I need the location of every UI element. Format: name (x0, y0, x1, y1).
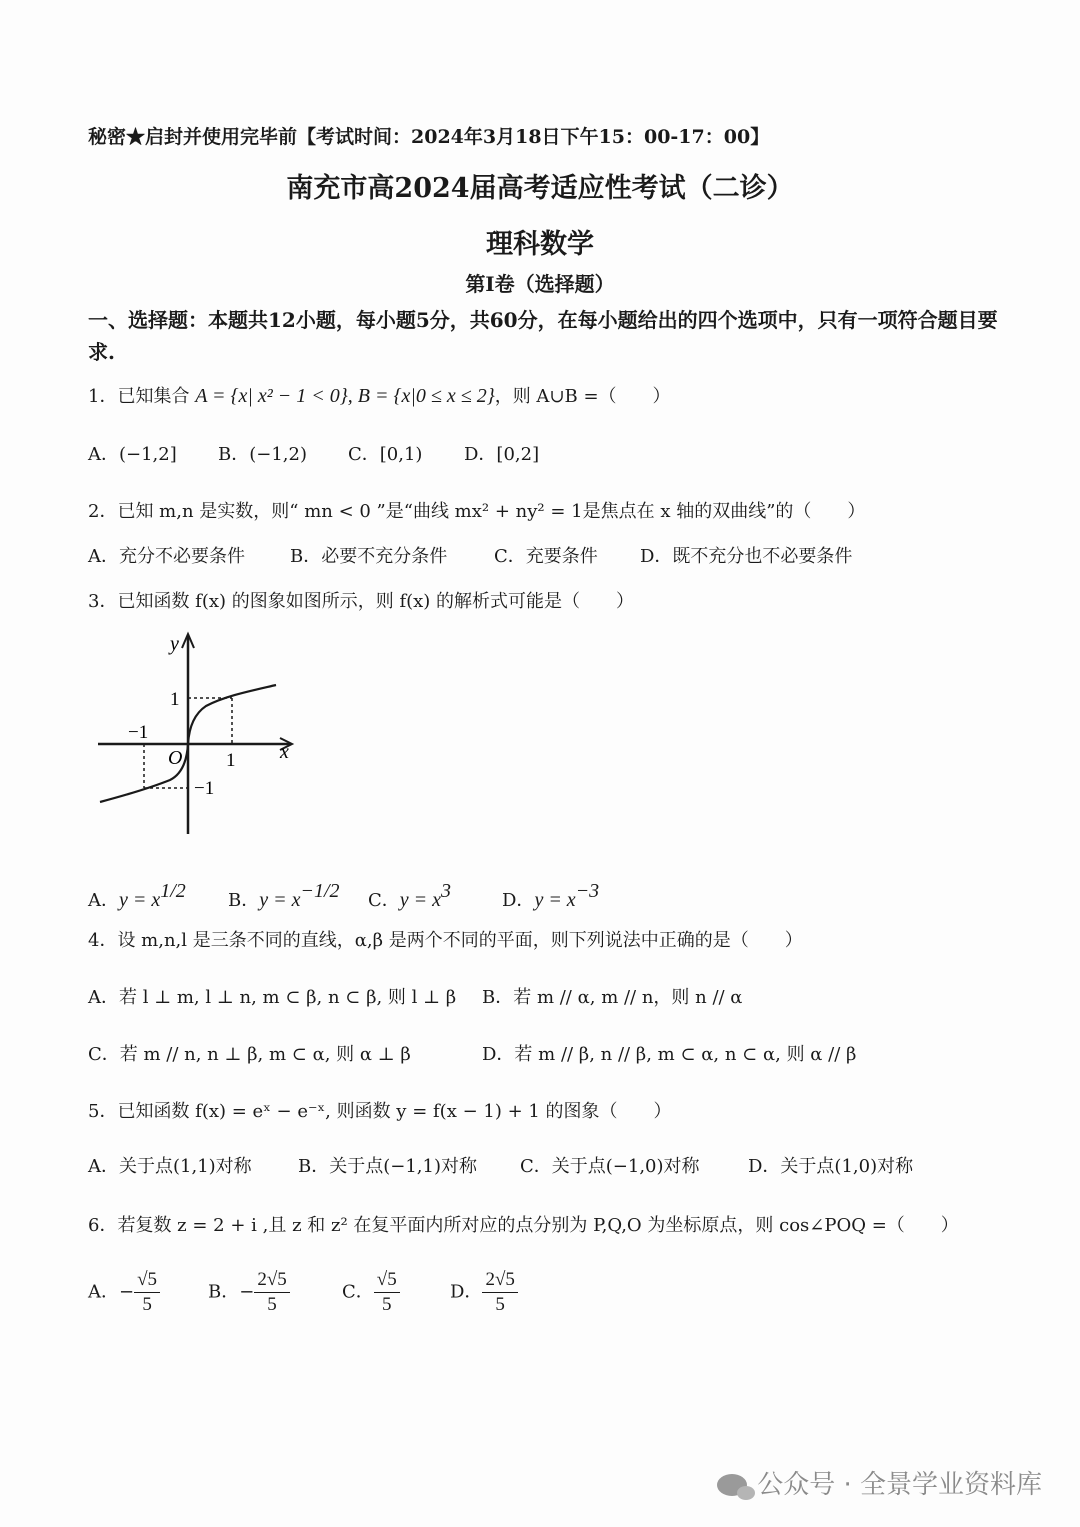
q2-option-c: C．充要条件 (494, 546, 598, 567)
y-tick-neg1: −1 (194, 778, 215, 799)
x-tick-neg1: −1 (128, 722, 149, 743)
q1-set-b: , B = {x|0 ≤ x ≤ 2} (347, 385, 495, 407)
y-axis-label: y (170, 633, 179, 655)
q6-option-c-fraction (374, 1268, 400, 1317)
q3-option-b-label: B． (228, 890, 260, 911)
q3-option-a-base: y = x (119, 889, 161, 911)
q6-option-d-numerator: 2√5 (482, 1268, 517, 1293)
q6-option-c-numerator: √5 (374, 1268, 400, 1293)
q6-option-a (88, 1268, 160, 1317)
q6-option-a-denominator: 5 (142, 1294, 152, 1315)
q5-option-b: B．关于点(−1,1)对称 (298, 1156, 477, 1177)
question-4: 4．设 m,n,l 是三条不同的直线，α,β 是两个不同的平面，则下列说法中正确的是（ ） (88, 930, 803, 951)
q4-option-d: D．若 m // β, n // β, m ⊂ α, n ⊂ α, 则 α // β (482, 1044, 857, 1065)
q3-option-a-label: A． (88, 890, 119, 911)
q2-option-b: B．必要不充分条件 (290, 546, 448, 567)
q6-option-b-label: B． (208, 1281, 240, 1303)
q4-option-c: C．若 m // n, n ⊥ β, m ⊂ α, 则 α ⊥ β (88, 1044, 411, 1065)
q6-option-a-sign: − (119, 1281, 135, 1303)
q3-option-d-label: D． (502, 890, 535, 911)
q6-option-b-denominator: 5 (267, 1294, 277, 1315)
origin-label: O (168, 747, 183, 769)
question-6: 6．若复数 z = 2 + i ,且 z 和 z² 在复平面内所对应的点分别为 P,Q,O 为坐标原点，则 cos∠POQ =（ ） (88, 1215, 959, 1236)
q6-option-c (342, 1268, 400, 1317)
q6-option-c-label: C． (342, 1281, 374, 1303)
q4-option-b: B．若 m // α, m // n，则 n // α (482, 987, 743, 1008)
q6-option-b-sign: − (239, 1281, 255, 1303)
y-tick-1: 1 (170, 689, 180, 710)
q6-option-d-denominator: 5 (495, 1294, 505, 1315)
q6-option-b-numerator: 2√5 (254, 1268, 289, 1293)
q3-option-c-label: C． (368, 890, 400, 911)
wechat-icon (717, 1474, 747, 1496)
q6-option-b-fraction (254, 1268, 289, 1317)
q5-option-c: C．关于点(−1,0)对称 (520, 1156, 700, 1177)
q3-option-b (228, 880, 340, 912)
q3-option-b-base: y = x (259, 889, 301, 911)
x-axis-label: x (280, 741, 289, 763)
confidential-note: 秘密★启封并使用完毕前【考试时间：2024年3月18日下午15：00-17：00】 (88, 126, 770, 148)
q1-option-d: D．[0,2] (464, 444, 540, 465)
q6-option-b (208, 1268, 290, 1317)
q6-option-a-numerator: √5 (134, 1268, 160, 1293)
q3-function-graph (90, 628, 310, 843)
q1-set-a: A = {x| x² − 1 < 0} (195, 385, 348, 407)
q1-lead: 1．已知集合 (88, 386, 190, 407)
subject-title: 理科数学 (486, 229, 594, 260)
q6-option-d (450, 1268, 518, 1317)
q3-option-d-base: y = x (534, 889, 576, 911)
watermark (717, 1464, 1042, 1501)
q5-option-a: A．关于点(1,1)对称 (88, 1156, 252, 1177)
q3-option-d-exp: −3 (575, 880, 600, 902)
exam-title: 南充市高2024届高考适应性考试（二诊） (286, 173, 794, 204)
q5-option-d: D．关于点(1,0)对称 (748, 1156, 914, 1177)
q2-option-a: A．充分不必要条件 (88, 546, 245, 567)
q3-option-a-exp: 1/2 (160, 880, 186, 902)
q1-tail: ，则 A∪B =（ ） (494, 386, 671, 407)
question-2: 2．已知 m,n 是实数，则“ mn < 0 ”是“曲线 mx² + ny² = 1是焦点在 x 轴的双曲线”的（ ） (88, 501, 866, 522)
q6-option-a-label: A． (88, 1281, 119, 1303)
q1-option-a: A．(−1,2] (88, 444, 177, 465)
watermark-text: 公众号 · 全景学业资料库 (757, 1470, 1042, 1500)
q3-option-c (368, 880, 451, 912)
q6-option-d-fraction (482, 1268, 517, 1317)
q3-option-c-exp: 3 (441, 880, 452, 902)
q4-option-a: A．若 l ⊥ m, l ⊥ n, m ⊂ β, n ⊂ β, 则 l ⊥ β (88, 987, 457, 1008)
q3-option-c-base: y = x (399, 889, 442, 911)
q2-option-d: D．既不充分也不必要条件 (640, 546, 853, 567)
section-instructions: 一、选择题：本题共12小题，每小题5分，共60分，在每小题给出的四个选项中，只有一项符合题目要求. (88, 308, 998, 364)
question-1 (88, 382, 671, 408)
question-3: 3．已知函数 f(x) 的图象如图所示，则 f(x) 的解析式可能是（ ） (88, 591, 635, 612)
x-tick-1: 1 (226, 750, 236, 771)
q1-option-c: C．[0,1) (348, 444, 423, 465)
q1-option-b: B．(−1,2) (218, 444, 307, 465)
question-5: 5．已知函数 f(x) = eˣ − e⁻ˣ, 则函数 y = f(x − 1) + 1 的图象（ ） (88, 1101, 672, 1122)
q6-option-d-label: D． (450, 1281, 483, 1303)
q6-option-a-fraction (134, 1268, 160, 1317)
q3-option-b-exp: −1/2 (300, 880, 340, 902)
q6-option-c-denominator: 5 (382, 1294, 392, 1315)
part-heading: 第Ⅰ卷（选择题） (465, 272, 615, 296)
q3-option-d (502, 880, 599, 912)
q3-option-a (88, 880, 186, 912)
